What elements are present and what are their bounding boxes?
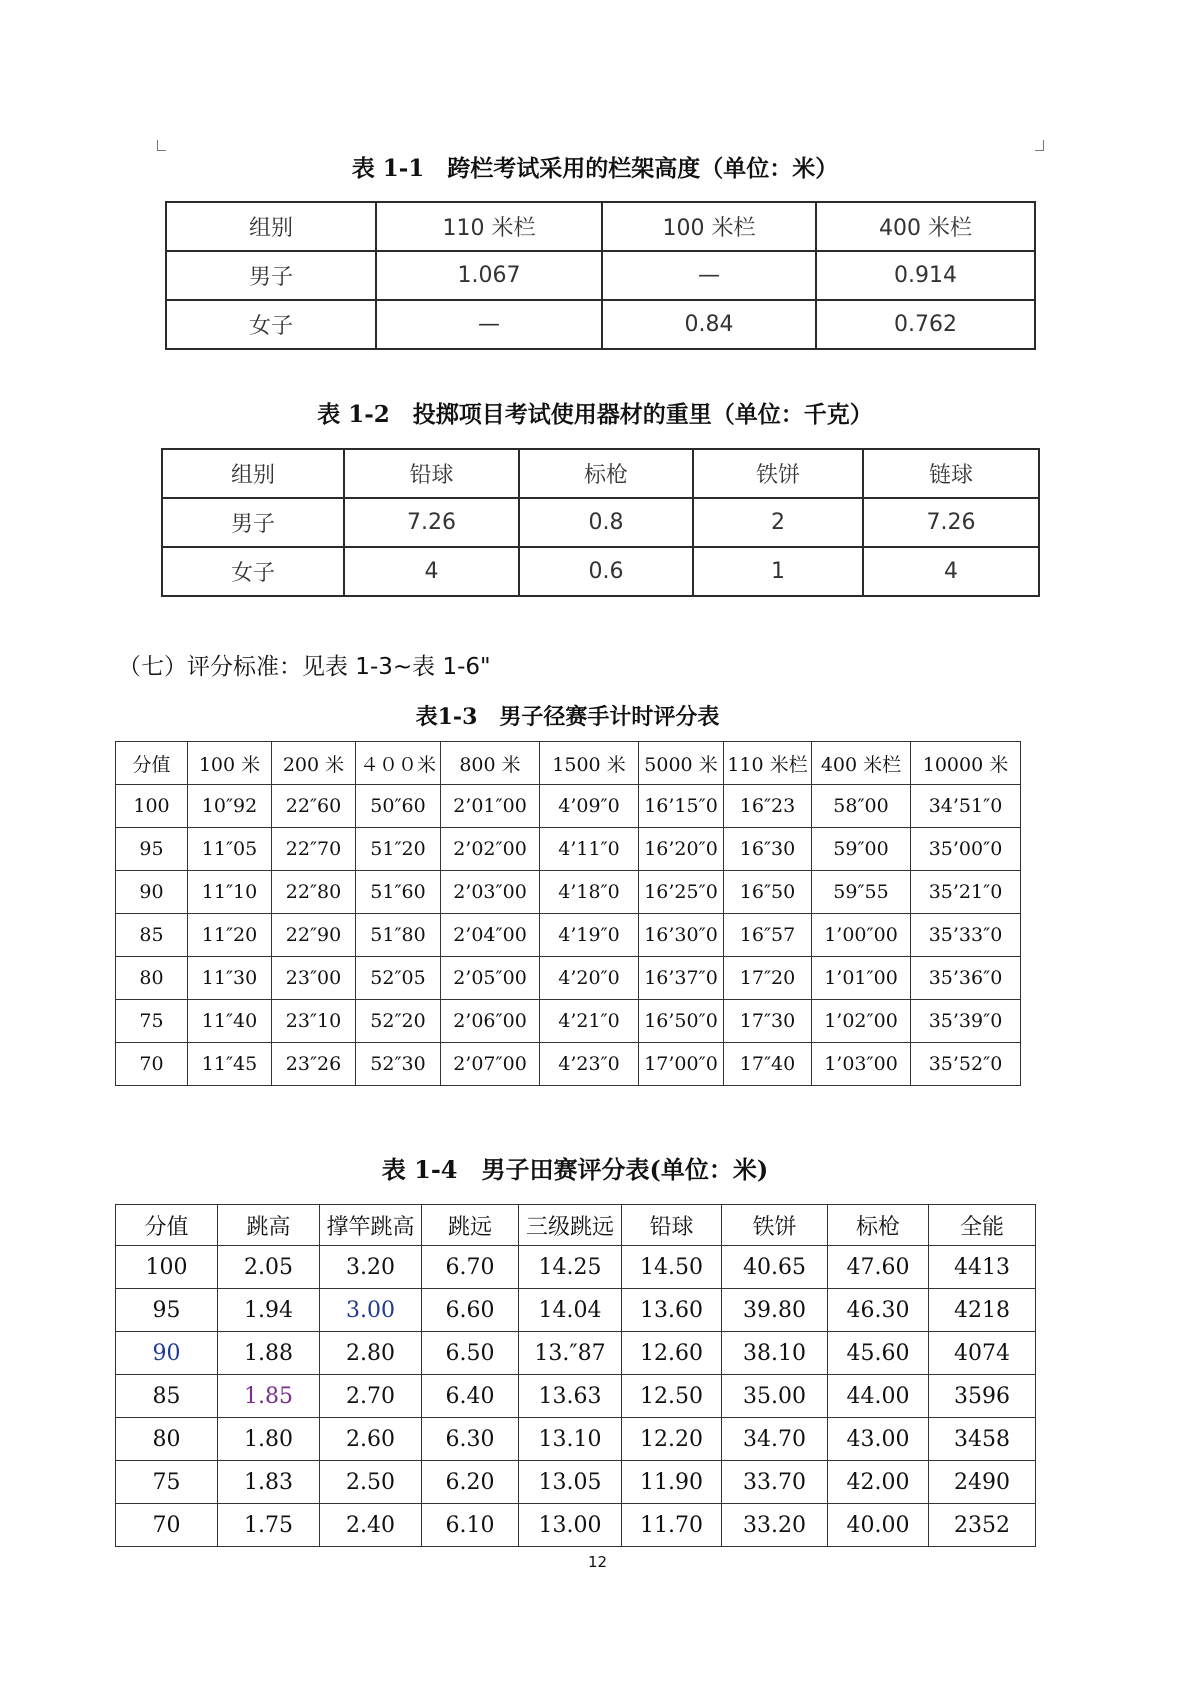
table-cell: 1	[693, 547, 863, 596]
header-cell: 10000 米	[911, 742, 1021, 785]
table-cell: 85	[116, 914, 188, 957]
table-row	[116, 1504, 1036, 1547]
table-1-2	[161, 448, 1040, 597]
table-cell: 95	[116, 1289, 218, 1332]
table-cell: 12.60	[622, 1332, 722, 1375]
table-cell: 2.40	[320, 1504, 422, 1547]
table-cell: 6.20	[422, 1461, 519, 1504]
table-cell: 7.26	[344, 498, 519, 547]
table-cell: 38.10	[722, 1332, 828, 1375]
table-row	[162, 498, 1039, 547]
table-cell: 47.60	[828, 1246, 929, 1289]
table-row	[116, 957, 1021, 1000]
header-cell: 1500 米	[540, 742, 639, 785]
table-cell: 4’09″0	[540, 785, 639, 828]
table-cell: 4	[863, 547, 1039, 596]
header-cell: 铁饼	[722, 1205, 828, 1246]
table-cell: 2’06″00	[441, 1000, 540, 1043]
table-1-3	[115, 741, 1021, 1086]
table-cell: 23″26	[272, 1043, 356, 1086]
header-row	[116, 742, 1021, 785]
table-cell: 4’11″0	[540, 828, 639, 871]
table-cell: 44.00	[828, 1375, 929, 1418]
table-cell: —	[376, 300, 602, 349]
table-cell: 13.05	[519, 1461, 622, 1504]
header-cell: 800 米	[441, 742, 540, 785]
table-row	[116, 828, 1021, 871]
table-cell: 1.75	[218, 1504, 320, 1547]
table-cell: 70	[116, 1043, 188, 1086]
table-cell: 13.00	[519, 1504, 622, 1547]
table-cell: 0.914	[816, 251, 1035, 300]
header-cell: 400 米栏	[812, 742, 911, 785]
header-cell: 组别	[166, 202, 376, 251]
table-cell: 6.50	[422, 1332, 519, 1375]
table-row	[116, 1461, 1036, 1504]
table-cell: 35’39″0	[911, 1000, 1021, 1043]
table-cell: 23″10	[272, 1000, 356, 1043]
table-cell: 42.00	[828, 1461, 929, 1504]
table-cell: 12.50	[622, 1375, 722, 1418]
table-cell: 59″55	[812, 871, 911, 914]
table-cell: 2.60	[320, 1418, 422, 1461]
table-cell: 1’01″00	[812, 957, 911, 1000]
table-cell: 2’04″00	[441, 914, 540, 957]
table-cell: 11.90	[622, 1461, 722, 1504]
table-row	[166, 300, 1035, 349]
table-1-4	[115, 1204, 1036, 1547]
table-cell: 0.84	[602, 300, 816, 349]
header-cell: 链球	[863, 449, 1039, 498]
table-cell: 100	[116, 1246, 218, 1289]
table-cell: 16’20″0	[639, 828, 724, 871]
table-cell: 2.50	[320, 1461, 422, 1504]
table-cell: 1.067	[376, 251, 602, 300]
table-cell: 男子	[162, 498, 344, 547]
table-cell: 12.20	[622, 1418, 722, 1461]
table-cell: 4074	[929, 1332, 1036, 1375]
table-cell: 7.26	[863, 498, 1039, 547]
table-cell: 2’01″00	[441, 785, 540, 828]
table-cell: 16’30″0	[639, 914, 724, 957]
table-cell: 6.40	[422, 1375, 519, 1418]
table-cell: 16’50″0	[639, 1000, 724, 1043]
table-row	[162, 547, 1039, 596]
table-cell: 35’00″0	[911, 828, 1021, 871]
table-cell: 80	[116, 1418, 218, 1461]
table-cell: 女子	[162, 547, 344, 596]
table-cell: 90	[116, 871, 188, 914]
table-cell: 6.60	[422, 1289, 519, 1332]
table-cell: 50″60	[356, 785, 441, 828]
table-cell: 52″20	[356, 1000, 441, 1043]
table-cell: 16″50	[724, 871, 812, 914]
table-cell: 2	[693, 498, 863, 547]
table-cell: 16’25″0	[639, 871, 724, 914]
header-cell: 撑竿跳高	[320, 1205, 422, 1246]
table-row	[116, 1000, 1021, 1043]
table-cell: 16″57	[724, 914, 812, 957]
table-cell: 1.85	[218, 1375, 320, 1418]
header-cell: 5000 米	[639, 742, 724, 785]
table-cell: 11″40	[188, 1000, 272, 1043]
table-cell: 35’33″0	[911, 914, 1021, 957]
table-cell: 13.60	[622, 1289, 722, 1332]
table-cell: 35’36″0	[911, 957, 1021, 1000]
table-row	[116, 1246, 1036, 1289]
table-cell: 35’21″0	[911, 871, 1021, 914]
table-cell: 11″05	[188, 828, 272, 871]
table-cell: 34.70	[722, 1418, 828, 1461]
table-cell: 4’19″0	[540, 914, 639, 957]
table-cell: 16″23	[724, 785, 812, 828]
table-cell: 52″05	[356, 957, 441, 1000]
table-cell: 11″45	[188, 1043, 272, 1086]
table-cell: 33.20	[722, 1504, 828, 1547]
table-cell: 10″92	[188, 785, 272, 828]
header-cell: 组别	[162, 449, 344, 498]
header-cell: 全能	[929, 1205, 1036, 1246]
table-row	[116, 914, 1021, 957]
table-cell: 1.94	[218, 1289, 320, 1332]
table-cell: 4413	[929, 1246, 1036, 1289]
table-cell: 1.83	[218, 1461, 320, 1504]
table-cell: 17’00″0	[639, 1043, 724, 1086]
table-cell: 13.63	[519, 1375, 622, 1418]
table-cell: 85	[116, 1375, 218, 1418]
table-1-4-caption: 表 1-4 男子田赛评分表(单位：米)	[381, 1155, 769, 1184]
table-cell: 1.88	[218, 1332, 320, 1375]
header-cell: 分值	[116, 1205, 218, 1246]
table-cell: 11.70	[622, 1504, 722, 1547]
table-cell: 51″80	[356, 914, 441, 957]
table-cell: 46.30	[828, 1289, 929, 1332]
header-cell: 铁饼	[693, 449, 863, 498]
table-cell: 22″90	[272, 914, 356, 957]
table-cell: 14.25	[519, 1246, 622, 1289]
table-row	[116, 1332, 1036, 1375]
table-cell: 0.6	[519, 547, 693, 596]
header-cell: 铅球	[622, 1205, 722, 1246]
table-cell: —	[602, 251, 816, 300]
header-cell: 110 米栏	[376, 202, 602, 251]
table-row	[166, 251, 1035, 300]
header-cell: 跳高	[218, 1205, 320, 1246]
table-cell: 男子	[166, 251, 376, 300]
header-cell: ４００米	[356, 742, 441, 785]
table-cell: 13.″87	[519, 1332, 622, 1375]
table-cell: 6.30	[422, 1418, 519, 1461]
table-row	[116, 1375, 1036, 1418]
table-cell: 4’23″0	[540, 1043, 639, 1086]
table-cell: 1’03″00	[812, 1043, 911, 1086]
table-cell: 2’03″00	[441, 871, 540, 914]
header-cell: 100 米	[188, 742, 272, 785]
table-cell: 2.70	[320, 1375, 422, 1418]
header-cell: 400 米栏	[816, 202, 1035, 251]
table-cell: 80	[116, 957, 188, 1000]
table-row	[116, 871, 1021, 914]
table-cell: 2’05″00	[441, 957, 540, 1000]
table-cell: 1’00″00	[812, 914, 911, 957]
table-cell: 2.80	[320, 1332, 422, 1375]
table-cell: 17″30	[724, 1000, 812, 1043]
table-cell: 1.80	[218, 1418, 320, 1461]
table-cell: 40.65	[722, 1246, 828, 1289]
table-1-1-caption: 表 1-1 跨栏考试采用的栏架高度（单位：米）	[351, 155, 839, 182]
table-cell: 2490	[929, 1461, 1036, 1504]
header-row	[166, 202, 1035, 251]
header-cell: 三级跳远	[519, 1205, 622, 1246]
table-cell: 0.8	[519, 498, 693, 547]
table-cell: 4	[344, 547, 519, 596]
table-cell: 75	[116, 1461, 218, 1504]
table-cell: 17″40	[724, 1043, 812, 1086]
table-cell: 13.10	[519, 1418, 622, 1461]
table-cell: 45.60	[828, 1332, 929, 1375]
table-row	[116, 1289, 1036, 1332]
table-cell: 2’07″00	[441, 1043, 540, 1086]
table-cell: 3458	[929, 1418, 1036, 1461]
header-cell: 200 米	[272, 742, 356, 785]
table-cell: 0.762	[816, 300, 1035, 349]
table-cell: 2.05	[218, 1246, 320, 1289]
table-cell: 4’18″0	[540, 871, 639, 914]
table-cell: 22″70	[272, 828, 356, 871]
table-cell: 34’51″0	[911, 785, 1021, 828]
table-cell: 22″80	[272, 871, 356, 914]
table-cell: 58″00	[812, 785, 911, 828]
table-cell: 75	[116, 1000, 188, 1043]
table-cell: 35.00	[722, 1375, 828, 1418]
table-cell: 35’52″0	[911, 1043, 1021, 1086]
table-cell: 95	[116, 828, 188, 871]
header-cell: 分值	[116, 742, 188, 785]
table-cell: 17″20	[724, 957, 812, 1000]
table-cell: 3.20	[320, 1246, 422, 1289]
table-cell: 11″30	[188, 957, 272, 1000]
header-cell: 标枪	[828, 1205, 929, 1246]
table-cell: 33.70	[722, 1461, 828, 1504]
table-cell: 51″60	[356, 871, 441, 914]
table-1-2-caption: 表 1-2 投掷项目考试使用器材的重里（单位：千克）	[317, 401, 873, 428]
section-heading-scoring-standards: （七）评分标准：见表 1-3~表 1-6"	[118, 654, 491, 680]
table-cell: 3.00	[320, 1289, 422, 1332]
table-cell: 3596	[929, 1375, 1036, 1418]
table-cell: 16’15″0	[639, 785, 724, 828]
table-1-3-caption: 表1-3 男子径赛手计时评分表	[415, 704, 720, 730]
table-cell: 51″20	[356, 828, 441, 871]
table-cell: 59″00	[812, 828, 911, 871]
table-cell: 2’02″00	[441, 828, 540, 871]
table-cell: 22″60	[272, 785, 356, 828]
table-cell: 90	[116, 1332, 218, 1375]
table-cell: 6.70	[422, 1246, 519, 1289]
table-cell: 4’20″0	[540, 957, 639, 1000]
table-row	[116, 785, 1021, 828]
table-cell: 4’21″0	[540, 1000, 639, 1043]
table-cell: 2352	[929, 1504, 1036, 1547]
table-cell: 43.00	[828, 1418, 929, 1461]
table-1-1	[165, 201, 1036, 350]
page-number: 12	[588, 1553, 608, 1571]
table-cell: 11″20	[188, 914, 272, 957]
table-cell: 16″30	[724, 828, 812, 871]
header-cell: 跳远	[422, 1205, 519, 1246]
table-cell: 14.04	[519, 1289, 622, 1332]
table-cell: 100	[116, 785, 188, 828]
table-cell: 52″30	[356, 1043, 441, 1086]
header-cell: 110 米栏	[724, 742, 812, 785]
table-cell: 1’02″00	[812, 1000, 911, 1043]
header-row	[162, 449, 1039, 498]
table-cell: 14.50	[622, 1246, 722, 1289]
table-cell: 40.00	[828, 1504, 929, 1547]
table-cell: 女子	[166, 300, 376, 349]
header-cell: 标枪	[519, 449, 693, 498]
table-cell: 11″10	[188, 871, 272, 914]
table-cell: 39.80	[722, 1289, 828, 1332]
header-cell: 100 米栏	[602, 202, 816, 251]
table-row	[116, 1043, 1021, 1086]
table-cell: 4218	[929, 1289, 1036, 1332]
header-row	[116, 1205, 1036, 1246]
header-cell: 铅球	[344, 449, 519, 498]
table-cell: 23″00	[272, 957, 356, 1000]
table-cell: 16’37″0	[639, 957, 724, 1000]
table-row	[116, 1418, 1036, 1461]
table-cell: 70	[116, 1504, 218, 1547]
table-cell: 6.10	[422, 1504, 519, 1547]
